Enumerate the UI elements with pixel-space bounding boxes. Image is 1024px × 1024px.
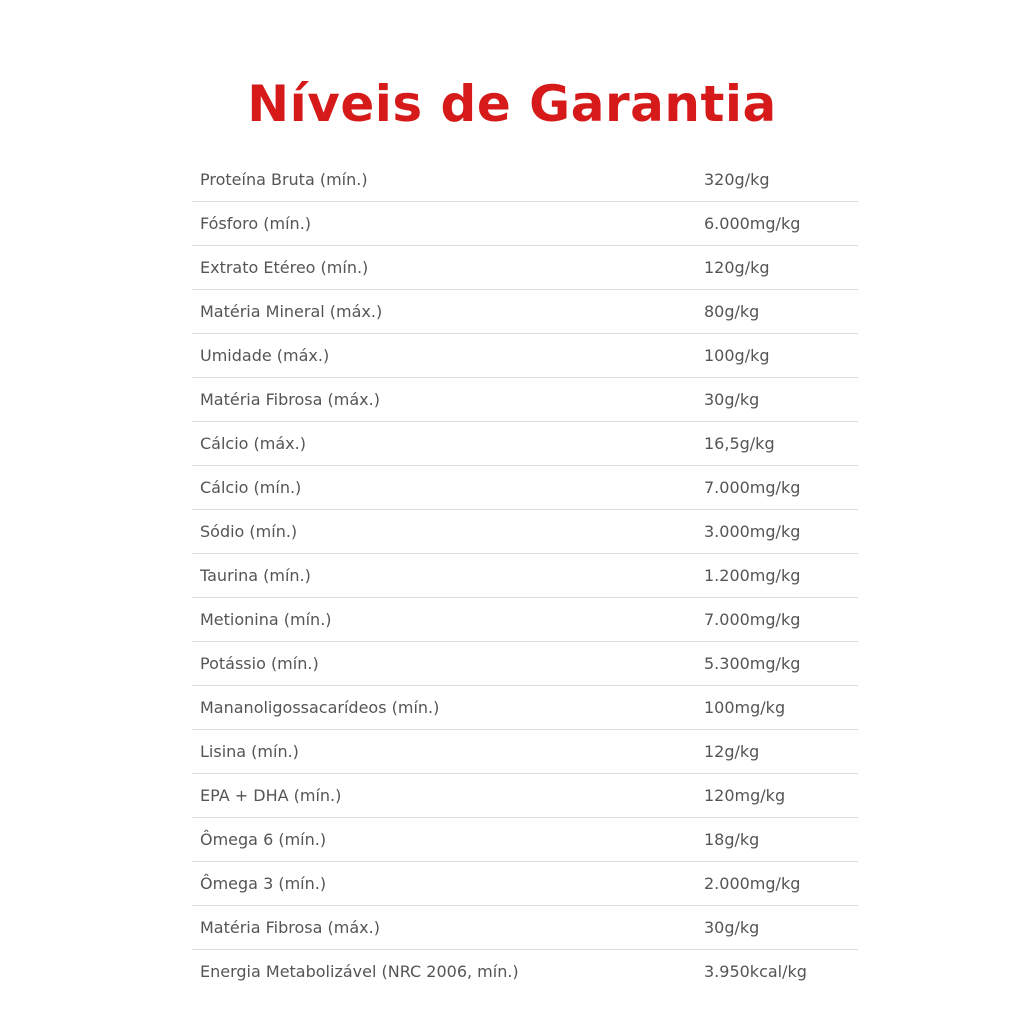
table-row — [192, 642, 858, 686]
nutrient-label: Umidade (máx.) — [200, 346, 330, 365]
table-row — [192, 554, 858, 598]
nutrient-value: 5.300mg/kg — [704, 654, 801, 673]
nutrient-label: Ômega 6 (mín.) — [200, 830, 327, 849]
nutrient-label: EPA + DHA (mín.) — [200, 786, 342, 805]
table-row — [192, 290, 858, 334]
nutrient-label: Metionina (mín.) — [200, 610, 332, 629]
nutrient-label: Fósforo (mín.) — [200, 214, 312, 233]
nutrient-label: Sódio (mín.) — [200, 522, 298, 541]
nutrient-value: 120mg/kg — [704, 786, 786, 805]
nutrient-value: 30g/kg — [704, 918, 760, 937]
guarantee-levels-table — [192, 158, 858, 993]
nutrient-value: 1.200mg/kg — [704, 566, 801, 585]
nutrient-value: 320g/kg — [704, 170, 770, 189]
nutrient-label: Proteína Bruta (mín.) — [200, 170, 368, 189]
nutrient-value: 3.950kcal/kg — [704, 962, 807, 981]
table-row — [192, 158, 858, 202]
nutrient-value: 6.000mg/kg — [704, 214, 801, 233]
nutrient-value: 2.000mg/kg — [704, 874, 801, 893]
nutrient-value: 80g/kg — [704, 302, 760, 321]
nutrient-label: Cálcio (máx.) — [200, 434, 306, 453]
table-row — [192, 906, 858, 950]
table-row — [192, 334, 858, 378]
table-row — [192, 686, 858, 730]
nutrient-value: 100mg/kg — [704, 698, 786, 717]
nutrient-label: Energia Metabolizável (NRC 2006, mín.) — [200, 962, 519, 981]
nutrient-label: Potássio (mín.) — [200, 654, 319, 673]
nutrient-label: Mananoligossacarídeos (mín.) — [200, 698, 440, 717]
table-row — [192, 466, 858, 510]
nutrient-label: Extrato Etéreo (mín.) — [200, 258, 369, 277]
nutrient-value: 7.000mg/kg — [704, 478, 801, 497]
nutrient-label: Matéria Fibrosa (máx.) — [200, 390, 380, 409]
nutrient-value: 12g/kg — [704, 742, 760, 761]
nutrient-value: 3.000mg/kg — [704, 522, 801, 541]
table-row — [192, 202, 858, 246]
table-row — [192, 730, 858, 774]
nutrient-label: Matéria Fibrosa (máx.) — [200, 918, 380, 937]
nutrient-label: Taurina (mín.) — [200, 566, 311, 585]
nutrient-value: 120g/kg — [704, 258, 770, 277]
table-row — [192, 378, 858, 422]
table-row — [192, 246, 858, 290]
nutrient-value: 100g/kg — [704, 346, 770, 365]
nutrient-label: Lisina (mín.) — [200, 742, 299, 761]
table-row — [192, 422, 858, 466]
nutrient-value: 18g/kg — [704, 830, 760, 849]
nutrient-value: 7.000mg/kg — [704, 610, 801, 629]
table-row — [192, 862, 858, 906]
table-row — [192, 950, 858, 993]
nutrient-label: Cálcio (mín.) — [200, 478, 302, 497]
table-row — [192, 818, 858, 862]
page-title: Níveis de Garantia — [247, 75, 777, 133]
nutrient-label: Ômega 3 (mín.) — [200, 874, 327, 893]
table-row — [192, 510, 858, 554]
table-row — [192, 774, 858, 818]
nutrient-label: Matéria Mineral (máx.) — [200, 302, 383, 321]
table-row — [192, 598, 858, 642]
nutrient-value: 30g/kg — [704, 390, 760, 409]
nutrient-value: 16,5g/kg — [704, 434, 775, 453]
